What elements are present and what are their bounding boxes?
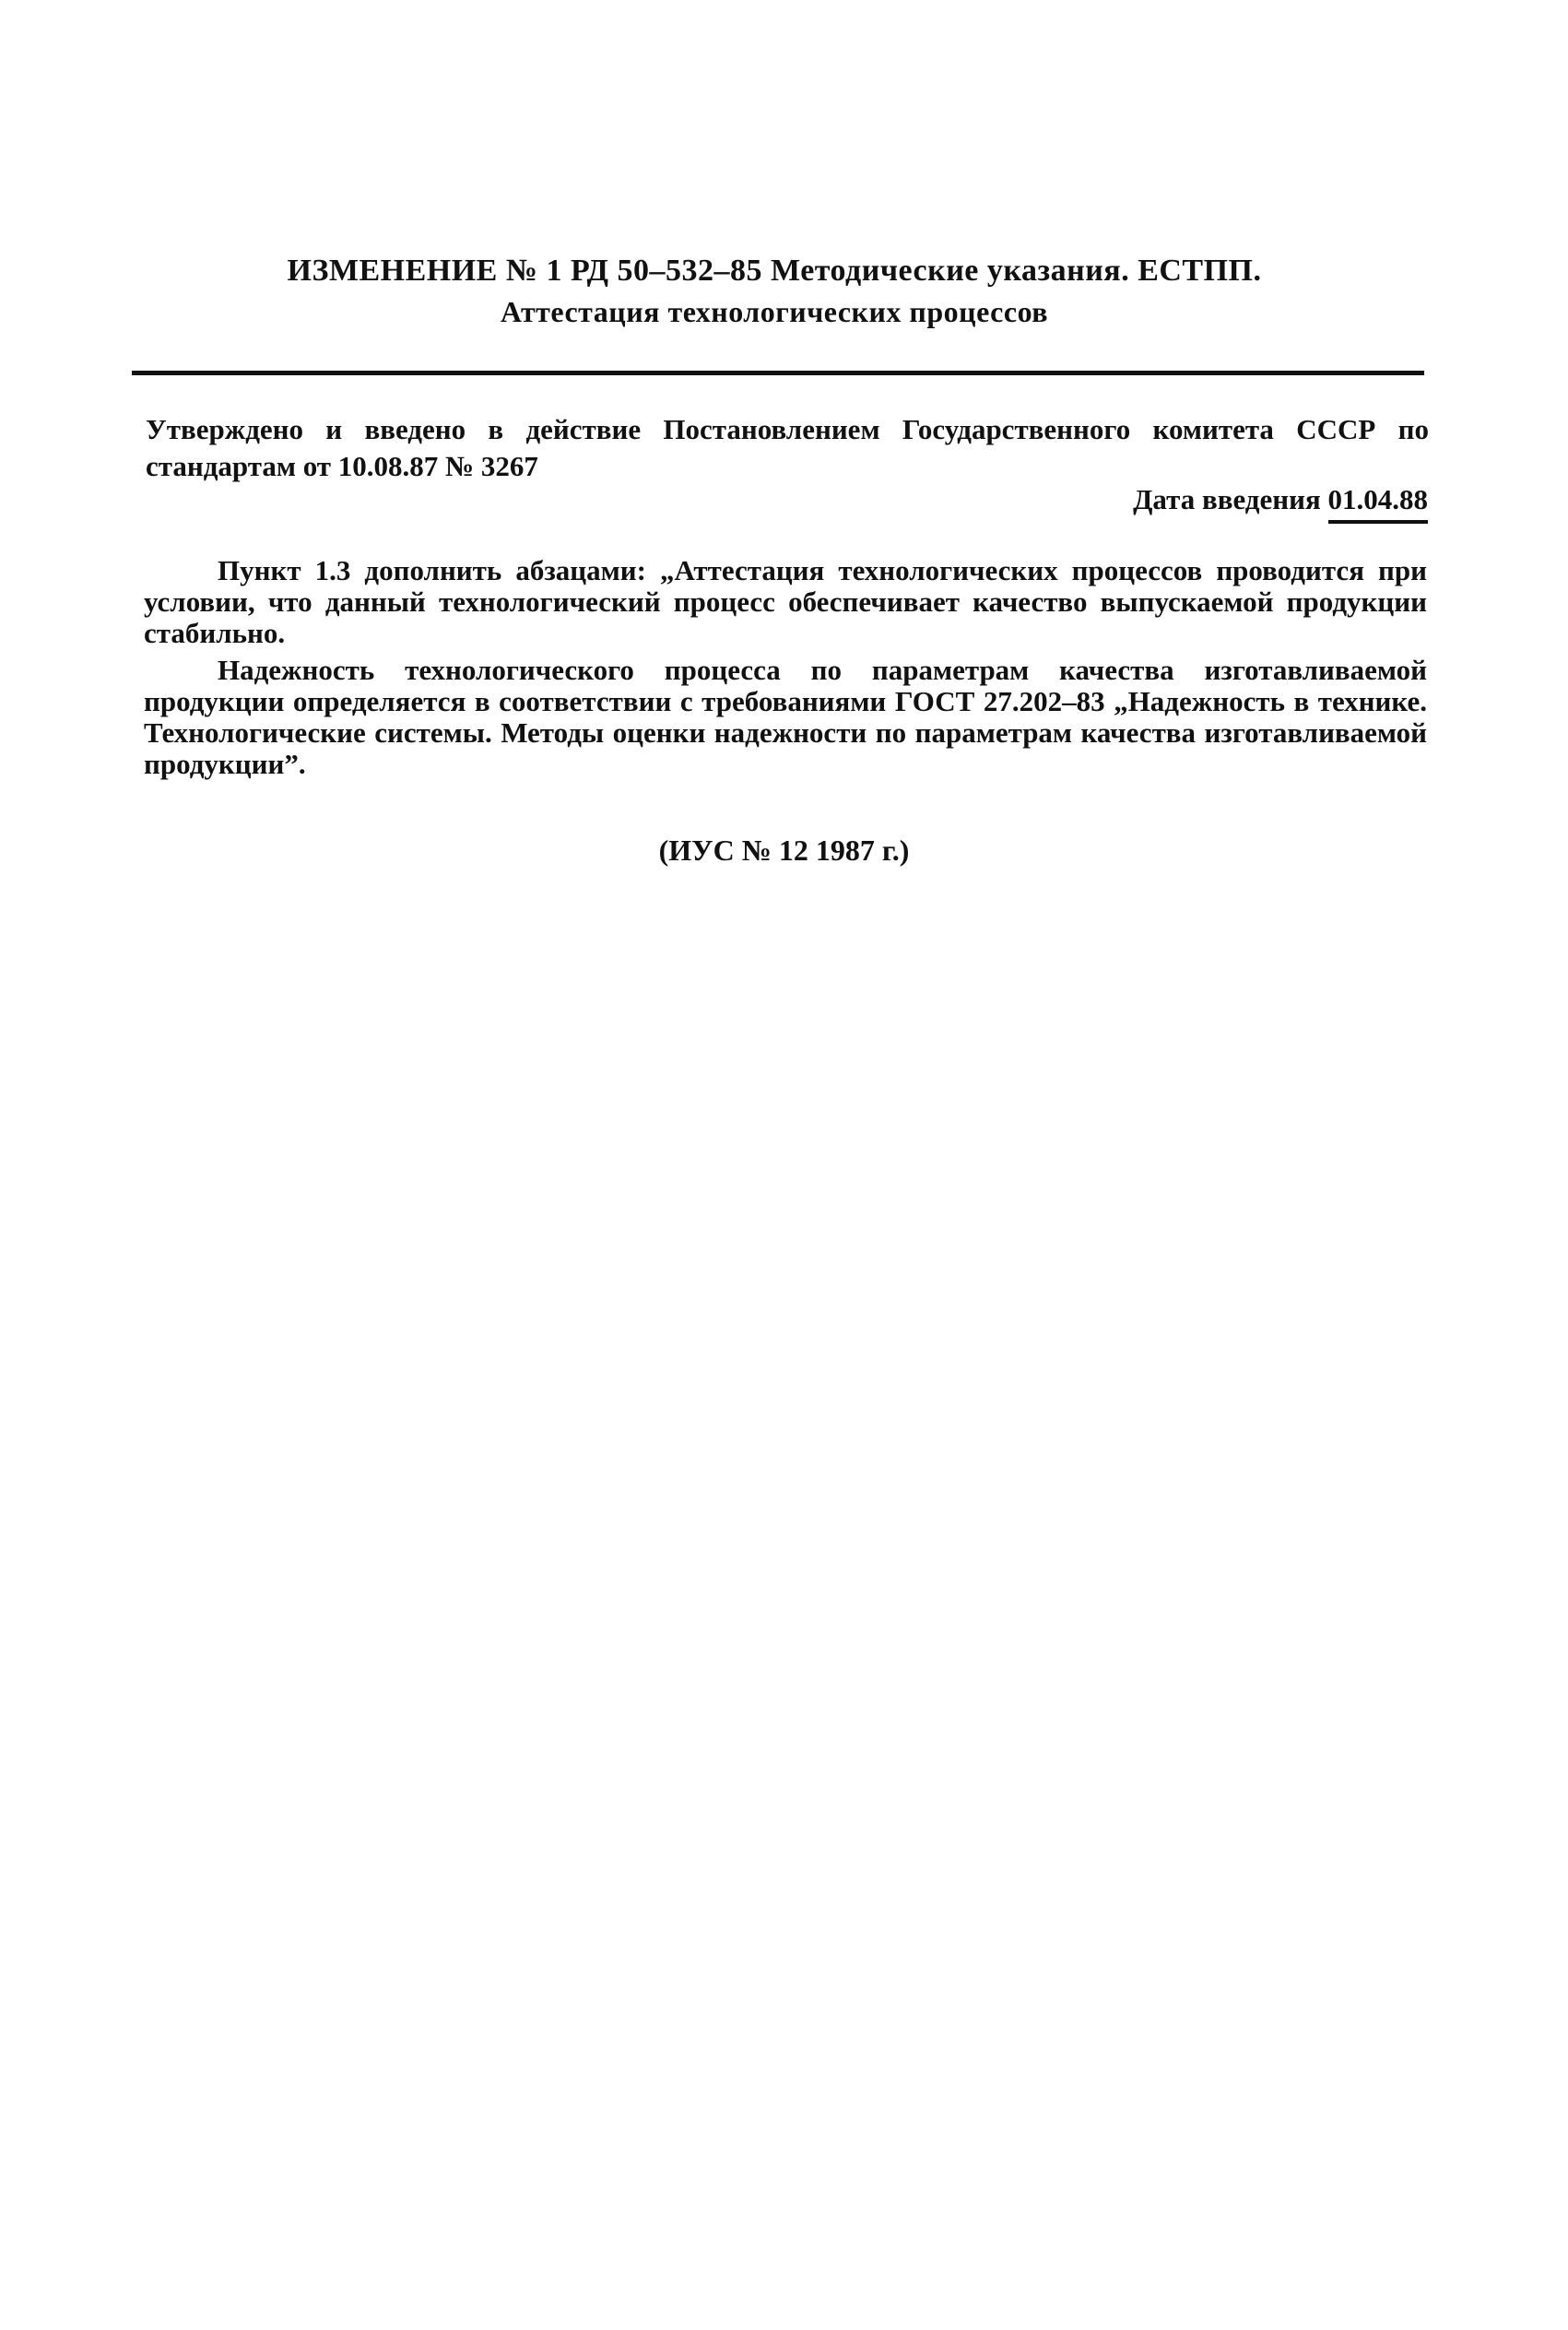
publication-source: (ИУС № 12 1987 г.)	[658, 834, 910, 867]
introduction-date-label: Дата введения	[1133, 483, 1321, 515]
title-divider	[132, 371, 1424, 375]
introduction-date-value: 01.04.88	[1328, 481, 1429, 524]
amendment-paragraph: Надежность технологического процесса по параметрам качества изготавливаемой продукции определяется в соответствии с требованиями ГОСТ 27.202–83 „Надежность в технике. Технологические системы. Методы оценки надежности по параметрам качества изготавливаемой продукции”.	[144, 654, 1427, 780]
amendment-body	[144, 555, 1427, 786]
document-title	[129, 251, 1420, 332]
approval-statement: Утверждено и введено в действие Постановлением Государственного комитета СССР по стандартам от 10.08.87 № 3267	[146, 413, 1429, 482]
introduction-date	[1133, 481, 1428, 524]
amendment-paragraph: Пункт 1.3 дополнить абзацами: „Аттестация технологических процессов проводится при условии, что данный технологический процесс обеспечивает качество выпускаемой продукции стабильно.	[144, 554, 1427, 649]
title-line-1: ИЗМЕНЕНИЕ № 1 РД 50–532–85 Методические указания. ЕСТПП.	[287, 254, 1262, 288]
title-line-2: Аттестация технологических процессов	[500, 295, 1049, 328]
